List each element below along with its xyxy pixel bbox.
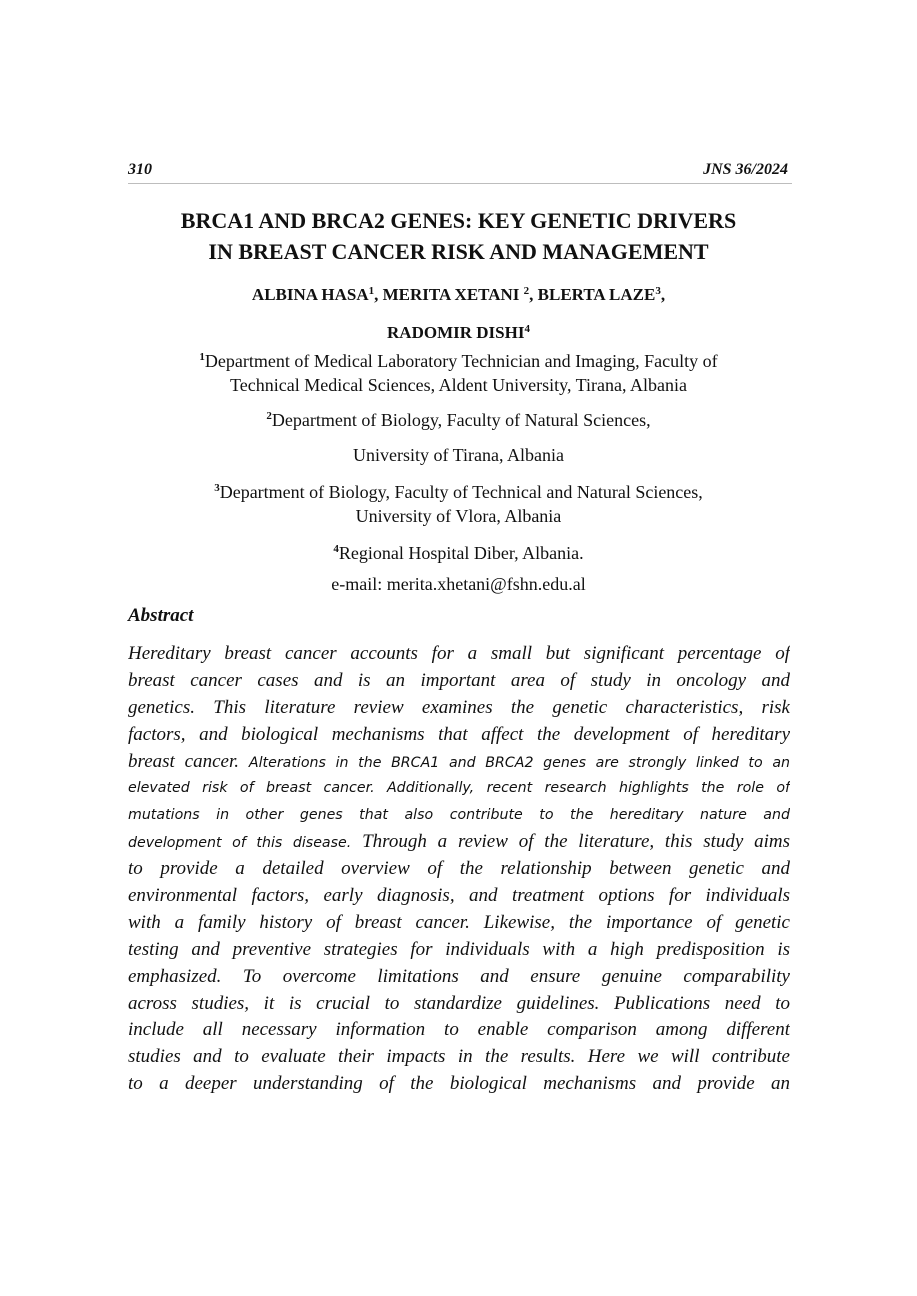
contact-email: e-mail: merita.xhetani@fshn.edu.al [331, 574, 586, 594]
abstract-text-segment: with a family history of breast cancer. Likewise, the importance of genetic [128, 911, 790, 933]
abstract-line [128, 937, 790, 964]
abstract-text-segment: across studies, it is crucial to standardize guidelines. Publications need to [128, 992, 790, 1014]
abstract-body [128, 641, 790, 1098]
abstract-line [128, 775, 790, 802]
abstract-text-segment: testing and preventive strategies for individuals with a high predisposition is [128, 938, 790, 960]
affiliation-line: Technical Medical Sciences, Aldent University, Tirana, Albania [230, 375, 687, 395]
title-line-1: BRCA1 AND BRCA2 GENES: KEY GENETIC DRIVERS [180, 208, 737, 233]
affiliation-1 [100, 345, 817, 397]
affiliation-sup: 1 [199, 351, 205, 363]
author-sup: 4 [524, 323, 530, 335]
affiliation-line: Regional Hospital Diber, Albania. [338, 543, 584, 563]
abstract-line [128, 1017, 790, 1044]
author-name: MERITA XETANI [382, 285, 524, 304]
abstract-line [128, 829, 790, 856]
abstract-line [128, 910, 790, 937]
abstract-text-segment: environmental factors, early diagnosis, and treatment options for individuals [128, 885, 790, 907]
running-header [128, 161, 792, 184]
title-line-2: IN BREAST CANCER RISK AND MANAGEMENT [208, 239, 709, 264]
journal-issue: JNS 36/2024 [703, 161, 788, 178]
author-sup: 2 [523, 285, 530, 297]
author-list [100, 274, 817, 350]
abstract-line [128, 991, 790, 1018]
abstract-line [128, 695, 790, 722]
affiliation-line: University of Tirana, Albania [353, 445, 564, 465]
affiliation-3 [100, 476, 817, 528]
author-name: BLERTA LAZE [537, 285, 656, 304]
abstract-line [128, 722, 790, 749]
paper-title [100, 205, 817, 267]
affiliation-sup: 4 [333, 543, 339, 555]
authors-line-1 [100, 274, 817, 312]
author-name: RADOMIR DISHI [387, 323, 525, 342]
affiliation-line: Department of Medical Laboratory Technician and Imaging, Faculty of [204, 351, 718, 371]
abstract-line [128, 668, 790, 695]
abstract-text-segment: breast cancer cases and is an important area of study in oncology and [128, 669, 790, 691]
author-name: ALBINA HASA [251, 285, 369, 304]
affiliation-line: Department of Biology, Faculty of Natural Sciences, [271, 410, 651, 430]
author-sep: , [374, 285, 383, 304]
abstract-text-segment: include all necessary information to enable comparison among different [128, 1019, 790, 1041]
abstract-text-segment: breast cancer. [128, 750, 249, 772]
abstract-line [128, 856, 790, 883]
author-sup: 1 [368, 285, 375, 297]
abstract-text-segment: emphasized. To overcome limitations and ensure genuine comparability [128, 965, 790, 987]
page-number: 310 [128, 161, 152, 178]
abstract-text-segment: Hereditary breast cancer accounts for a small but significant percentage of [128, 643, 790, 664]
author-sup: 3 [655, 285, 661, 297]
abstract-line [128, 964, 790, 991]
abstract-heading: Abstract [128, 605, 194, 626]
abstract-text-segment: to a deeper understanding of the biological mechanisms and provide an [128, 1073, 790, 1095]
abstract-line [128, 802, 790, 829]
abstract-text-segment: Through a review of the literature, this study aims [351, 831, 790, 853]
affiliation-line: Department of Biology, Faculty of Technical and Natural Sciences, [219, 482, 703, 502]
affiliation-4 [100, 537, 817, 565]
abstract-text-segment: mutations in other genes that also contribute to the hereditary nature and [128, 807, 790, 824]
abstract-line [128, 883, 790, 910]
author-sep: , [529, 285, 538, 304]
abstract-text-segment: factors, and biological mechanisms that affect the development of hereditary [128, 723, 790, 745]
abstract-line [128, 641, 790, 668]
affiliation-2 [100, 404, 817, 467]
abstract-line [128, 1071, 790, 1098]
abstract-text-segment: elevated risk of breast cancer. Additionally, recent research highlights the role of [128, 780, 790, 797]
affiliation-sup: 3 [214, 482, 220, 494]
abstract-text-segment: Alterations in the BRCA1 and BRCA2 genes are strongly linked to an [248, 754, 790, 771]
abstract-text-segment: to provide a detailed overview of the relationship between genetic and [128, 858, 790, 880]
affiliation-sup: 2 [266, 410, 272, 422]
abstract-text-segment: studies and to evaluate their impacts in the results. Here we will contribute [128, 1046, 790, 1068]
abstract-text-segment: development of this disease. [128, 835, 352, 852]
author-sep: , [660, 285, 666, 304]
affiliation-line: University of Vlora, Albania [355, 506, 562, 526]
abstract-line [128, 1044, 790, 1071]
abstract-text-segment: genetics. This literature review examines the genetic characteristics, risk [128, 696, 790, 718]
abstract-line [128, 749, 790, 776]
